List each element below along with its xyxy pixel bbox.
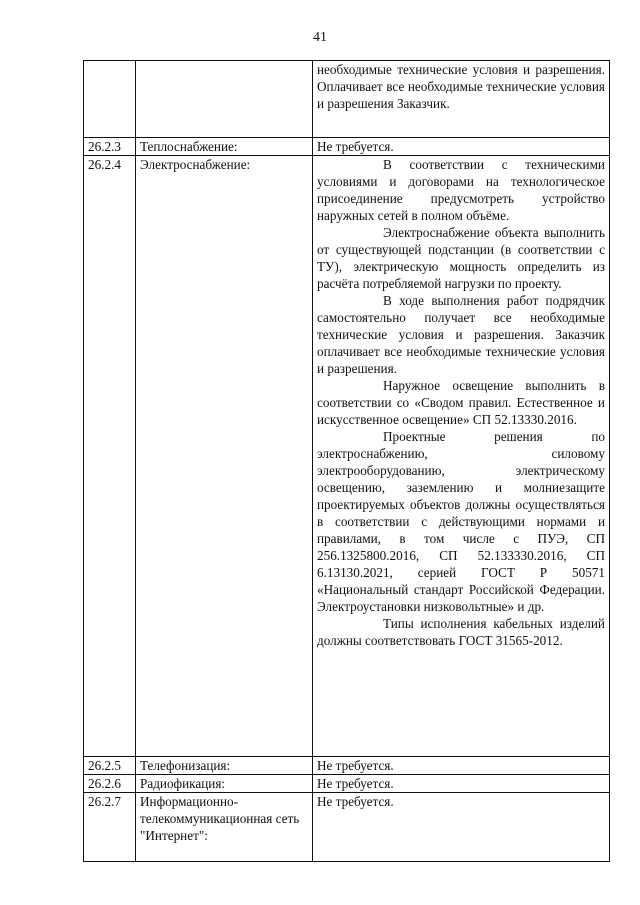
row-content	[313, 61, 610, 138]
row-label: Телефонизация:	[136, 757, 313, 775]
row-content	[313, 793, 610, 862]
requirements-table	[83, 60, 610, 862]
content-paragraph: Не требуется.	[317, 139, 394, 154]
row-number: 26.2.6	[84, 775, 136, 793]
row-content	[313, 138, 610, 156]
row-label: Радиофикация:	[136, 775, 313, 793]
row-label: Электроснабжение:	[136, 156, 313, 757]
content-paragraph: Проектные решения по электроснабжению, силовому электрооборудованию, электрическому освещению, заземлению и молниезащите проектируемых объектов должны осуществляться в соответствии с действующими нормами и правилами, в том числе с ПУЭ, СП 256.1325800.2016, СП 52.133330.2016, СП 6.13130.2021, серией ГОСТ Р 50571 «Национальный стандарт Российской Федерации. Электроустановки низковольтные» и др.	[317, 429, 605, 614]
row-label: Теплоснабжение:	[136, 138, 313, 156]
row-label	[136, 61, 313, 138]
row-number: 26.2.4	[84, 156, 136, 757]
page-number: 41	[313, 30, 327, 45]
content-paragraph: Не требуется.	[317, 776, 394, 791]
row-number	[84, 61, 136, 138]
content-paragraph: Наружное освещение выполнить в соответствии со «Сводом правил. Естественное и искусственное освещение» СП 52.13330.2016.	[317, 378, 605, 427]
content-paragraph: Не требуется.	[317, 758, 394, 773]
row-label: Информационно-телекоммуникационная сеть "Интернет":	[136, 793, 313, 862]
table-row	[84, 138, 610, 156]
row-content	[313, 775, 610, 793]
content-paragraph: Электроснабжение объекта выполнить от существующей подстанции (в соответствии с ТУ), электрическую мощность определить из расчёта потребляемой нагрузки по проекту.	[317, 225, 605, 291]
content-paragraph: необходимые технические условия и разрешения. Оплачивает все необходимые технические условия и разрешения Заказчик.	[317, 62, 605, 111]
content-paragraph: В ходе выполнения работ подрядчик самостоятельно получает все необходимые технические условия и разрешения. Заказчик оплачивает все необходимые технические условия и разрешения.	[317, 293, 605, 376]
row-content	[313, 156, 610, 757]
content-paragraph: В соответствии с техническими условиями и договорами на технологическое присоединение предусмотреть устройство наружных сетей в полном объёме.	[317, 157, 605, 223]
content-paragraph: Типы исполнения кабельных изделий должны соответствовать ГОСТ 31565-2012.	[317, 616, 605, 648]
table-row	[84, 156, 610, 757]
row-number: 26.2.3	[84, 138, 136, 156]
table-row	[84, 793, 610, 862]
content-paragraph: Не требуется.	[317, 794, 394, 809]
row-number: 26.2.5	[84, 757, 136, 775]
table-row	[84, 61, 610, 138]
table-row	[84, 775, 610, 793]
row-content	[313, 757, 610, 775]
row-number: 26.2.7	[84, 793, 136, 862]
table-row	[84, 757, 610, 775]
